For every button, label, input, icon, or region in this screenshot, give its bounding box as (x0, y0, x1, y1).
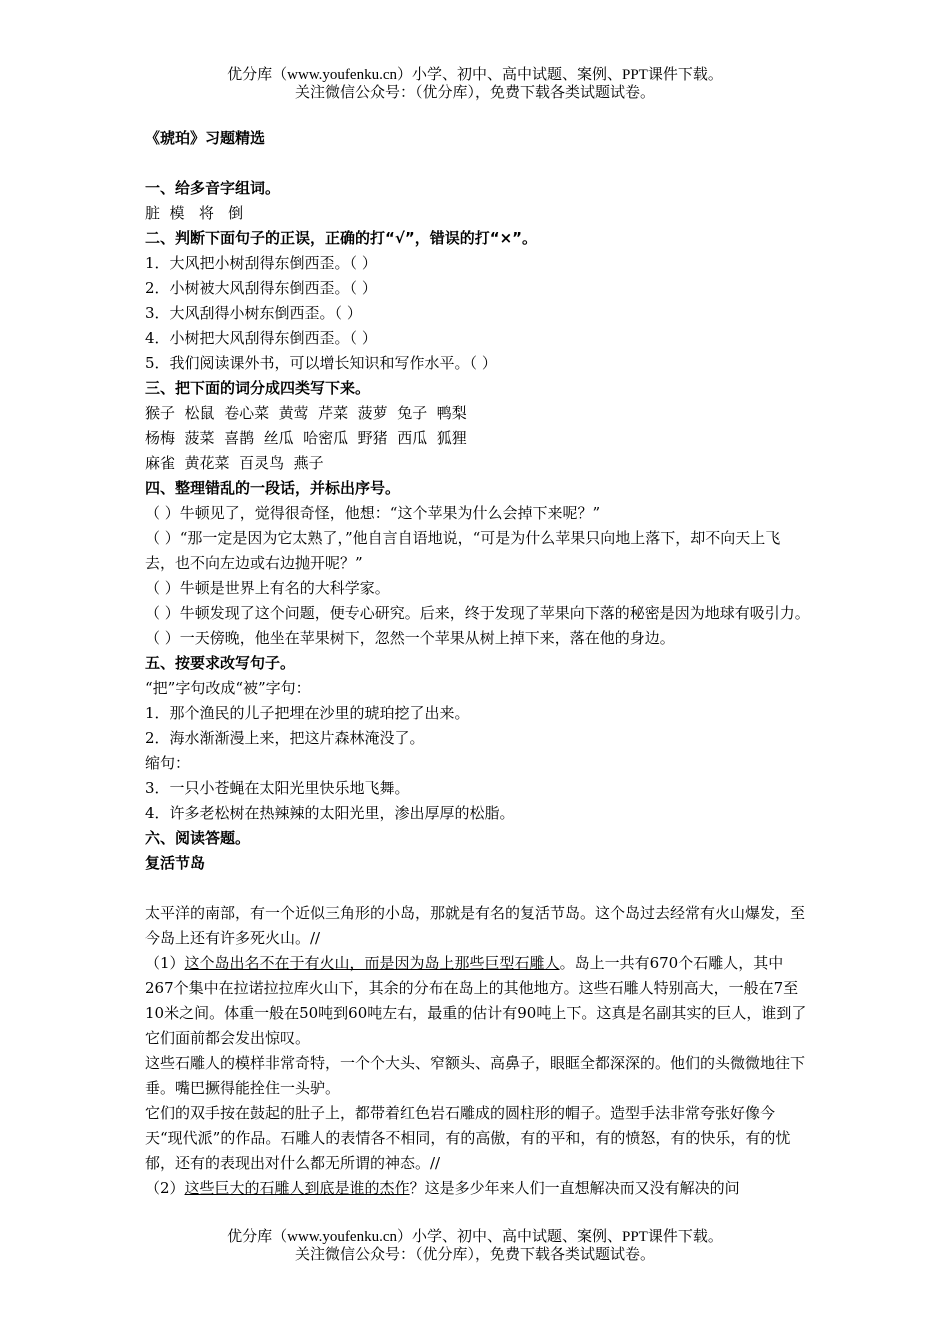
article-paragraph: 太平洋的南部，有一个近似三角形的小岛，那就是有名的复活节岛。这个岛过去经常有火山爆发，至今岛上还有许多死火山。// (145, 904, 806, 947)
header-line-1: 优分库（www.youfenku.cn）小学、初中、高中试题、案例、PPT课件下载。 (227, 67, 723, 83)
section-4-item: （ ）“那一定是因为它太熟了，”他自言自语地说，“可是为什么苹果只向地上落下，却不向天上飞去，也不向左边或右边抛开呢？” (145, 529, 781, 572)
section-2-item: 3．大风刮得小树东倒西歪。（ ） (145, 304, 362, 322)
section-6-heading: 六、阅读答题。 (145, 829, 251, 847)
article-title: 复活节岛 (145, 854, 206, 872)
section-4-heading: 四、整理错乱的一段话，并标出序号。 (145, 479, 401, 497)
section-5-heading: 五、按要求改写句子。 (145, 654, 296, 672)
section-4-item: （ ）牛顿发现了这个问题，便专心研究。后来，终于发现了苹果向下落的秘密是因为地球有吸引力。 (145, 604, 810, 622)
section-3-words: 猴子 松鼠 卷心菜 黄莺 芹菜 菠萝 兔子 鸭梨 (145, 404, 467, 422)
section-3-heading: 三、把下面的词分成四类写下来。 (145, 379, 371, 397)
section-2-item: 5．我们阅读课外书，可以增长知识和写作水平。（ ） (145, 354, 497, 372)
footer-line-1: 优分库（www.youfenku.cn）小学、初中、高中试题、案例、PPT课件下载。 (227, 1229, 723, 1245)
page-header (0, 66, 950, 102)
section-5-item: 2．海水渐渐漫上来，把这片森林淹没了。 (145, 729, 425, 747)
page-footer (0, 1228, 950, 1264)
paragraph-text: 。岛上一共有670个石雕人，其中267个集中在拉诺拉拉库火山下，其余的分布在岛上的其他地方。这些石雕人特别高大，一般在7至10米之间。体重一般在50吨到60吨左右，最重的估计有90吨上下。这真是名副其实的巨人，谁到了它们面前都会发出惊叹。 (145, 954, 807, 1047)
section-1-heading: 一、给多音字组词。 (145, 179, 281, 197)
paragraph-number: （1） (145, 954, 185, 972)
section-3-words: 麻雀 黄花菜 百灵鸟 燕子 (145, 454, 324, 472)
section-5-subheading: “把”字句改成“被”字句： (145, 679, 311, 697)
section-2-item: 4．小树把大风刮得东倒西歪。（ ） (145, 329, 377, 347)
section-2-item: 2．小树被大风刮得东倒西歪。（ ） (145, 279, 377, 297)
section-2-item: 1．大风把小树刮得东倒西歪。（ ） (145, 254, 377, 272)
underlined-sentence: 这些巨大的石雕人到底是谁的杰作 (184, 1179, 410, 1197)
section-5-item: 1．那个渔民的儿子把埋在沙里的琥珀挖了出来。 (145, 704, 470, 722)
section-2-heading: 二、判断下面句子的正误，正确的打“√”，错误的打“×”。 (145, 229, 538, 247)
article-paragraph: 它们的双手按在鼓起的肚子上，都带着红色岩石雕成的圆柱形的帽子。造型手法非常夸张好像今天“现代派”的作品。石雕人的表情各不相同，有的高傲，有的平和，有的愤怒，有的快乐，有的忧郁，还有的表现出对什么都无所谓的神态。// (145, 1104, 791, 1172)
section-5-item: 4．许多老松树在热辣辣的太阳光里，渗出厚厚的松脂。 (145, 804, 515, 822)
document-body (145, 126, 810, 1201)
section-4-item: （ ）牛顿是世界上有名的大科学家。 (145, 579, 390, 597)
paragraph-number: （2） (145, 1179, 185, 1197)
header-line-2: 关注微信公众号：（优分库），免费下载各类试题试卷。 (294, 85, 655, 101)
footer-line-2: 关注微信公众号：（优分库），免费下载各类试题试卷。 (294, 1247, 655, 1263)
section-3-words: 杨梅 菠菜 喜鹊 丝瓜 哈密瓜 野猪 西瓜 狐狸 (145, 429, 467, 447)
article-paragraph: 这些石雕人的模样非常奇特，一个个大头、窄额头、高鼻子，眼眶全都深深的。他们的头微微地往下垂。嘴巴撅得能拴住一头驴。 (145, 1054, 806, 1097)
underlined-sentence: 这个岛出名不在于有火山，而是因为岛上那些巨型石雕人 (184, 954, 560, 972)
document-title: 《琥珀》习题精选 (145, 129, 266, 147)
section-1-chars: 脏 模 将 倒 (145, 204, 244, 222)
article-paragraph (145, 1176, 810, 1201)
section-5-item: 3．一只小苍蝇在太阳光里快乐地飞舞。 (145, 779, 410, 797)
section-5-subheading: 缩句： (145, 754, 191, 772)
section-4-item: （ ）牛顿见了，觉得很奇怪，他想：“这个苹果为什么会掉下来呢？” (145, 504, 601, 522)
paragraph-text: ？这是多少年来人们一直想解决而又没有解决的问 (409, 1179, 740, 1197)
article-paragraph (145, 951, 810, 1051)
section-4-item: （ ）一天傍晚，他坐在苹果树下，忽然一个苹果从树上掉下来，落在他的身边。 (145, 629, 675, 647)
